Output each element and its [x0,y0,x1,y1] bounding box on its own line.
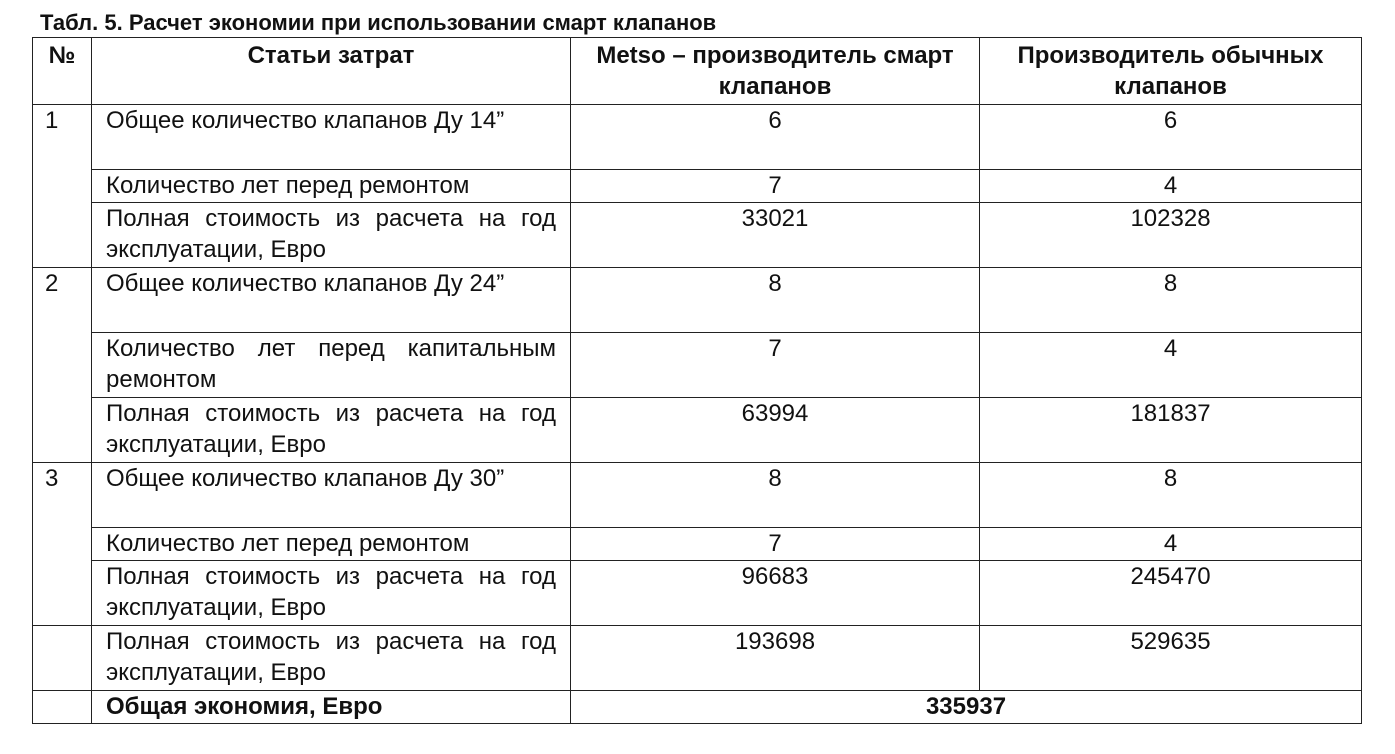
regular-value: 181837 [980,398,1362,463]
total-row [33,626,1362,691]
regular-value: 8 [980,268,1362,333]
item-label: Полная стоимость из расчета на год эксплуатации, Евро [92,561,571,626]
item-label: Количество лет перед ремонтом [92,170,571,203]
metso-value: 33021 [571,203,980,268]
header-regular: Производитель обычных клапанов [980,38,1362,105]
savings-row [33,691,1362,724]
metso-value: 7 [571,333,980,398]
item-label: Полная стоимость из расчета на год эксплуатации, Евро [92,398,571,463]
table-row [33,105,1362,170]
table-row [33,463,1362,528]
regular-value: 6 [980,105,1362,170]
group-number: 3 [33,463,92,626]
regular-value: 4 [980,333,1362,398]
regular-value: 102328 [980,203,1362,268]
savings-table [32,37,1362,724]
table-row [33,561,1362,626]
group-number: 1 [33,105,92,268]
item-label: Полная стоимость из расчета на год эксплуатации, Евро [92,626,571,691]
table-caption: Табл. 5. Расчет экономии при использовании смарт клапанов [40,10,717,35]
header-num: № [33,38,92,105]
item-label: Общее количество клапанов Ду 24” [92,268,571,333]
item-label: Полная стоимость из расчета на год эксплуатации, Евро [92,203,571,268]
table-row [33,333,1362,398]
header-item: Статьи затрат [92,38,571,105]
group-number: 2 [33,268,92,463]
item-label: Общее количество клапанов Ду 14” [92,105,571,170]
metso-value: 63994 [571,398,980,463]
metso-total: 193698 [571,626,980,691]
table-row [33,170,1362,203]
regular-value: 4 [980,528,1362,561]
metso-value: 6 [571,105,980,170]
regular-total: 529635 [980,626,1362,691]
item-label: Количество лет перед ремонтом [92,528,571,561]
item-label: Количество лет перед капитальным ремонтом [92,333,571,398]
metso-value: 8 [571,463,980,528]
table-row [33,528,1362,561]
regular-value: 4 [980,170,1362,203]
metso-value: 96683 [571,561,980,626]
regular-value: 245470 [980,561,1362,626]
header-row [33,38,1362,105]
table-row [33,398,1362,463]
metso-value: 7 [571,170,980,203]
savings-label: Общая экономия, Евро [92,691,571,724]
table-row [33,203,1362,268]
table-row [33,268,1362,333]
header-metso: Metso – производитель смарт клапанов [571,38,980,105]
metso-value: 8 [571,268,980,333]
savings-num-cell [33,691,92,724]
total-num-cell [33,626,92,691]
savings-value: 335937 [571,691,1362,724]
item-label: Общее количество клапанов Ду 30” [92,463,571,528]
regular-value: 8 [980,463,1362,528]
metso-value: 7 [571,528,980,561]
